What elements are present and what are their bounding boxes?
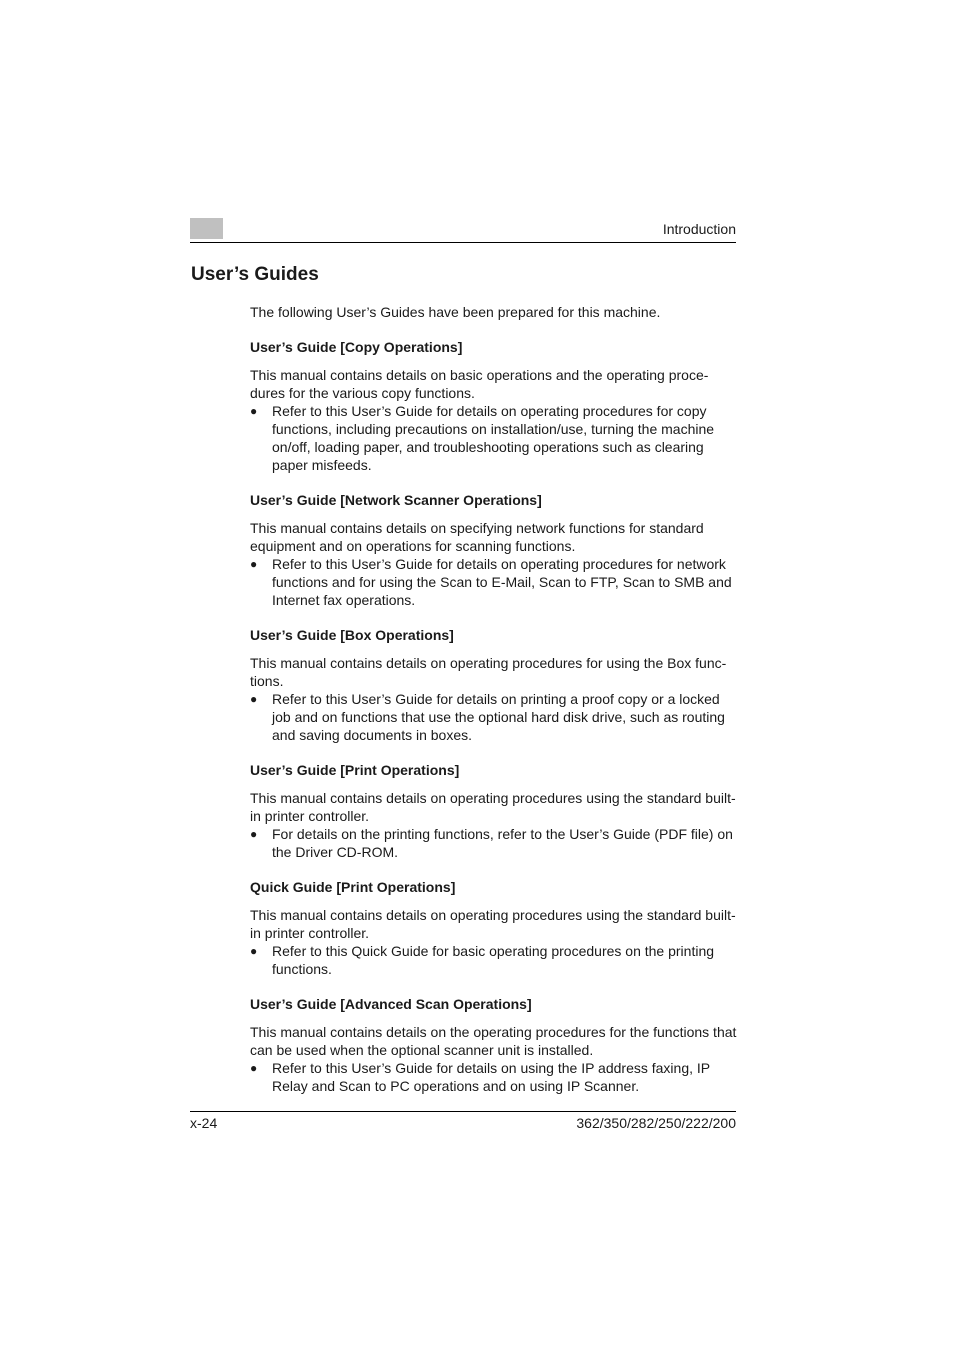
bullet-icon: ● (250, 827, 258, 841)
page-title: User’s Guides (191, 264, 319, 285)
bullet-item (250, 690, 738, 744)
bullet-item (250, 402, 738, 474)
section-print-operations (250, 761, 738, 861)
section-description: This manual contains details on operating procedures using the standard built-in printer controller. (250, 907, 736, 941)
bullet-text: Refer to this User’s Guide for details on printing a proof copy or a locked job and on functions that use the optional hard disk drive, such as routing and saving documents in boxes. (272, 691, 725, 743)
bullet-item (250, 825, 738, 861)
page-content (250, 303, 738, 1112)
section-description: This manual contains details on specifying network functions for standard equipment and on operations for scanning functions. (250, 520, 704, 554)
bullet-item (250, 555, 738, 609)
bullet-list (250, 825, 738, 861)
section-heading: User’s Guide [Box Operations] (250, 627, 454, 643)
bullet-text: Refer to this Quick Guide for basic operating procedures on the printing functions. (272, 943, 715, 977)
section-description: This manual contains details on operating procedures for using the Box func-tions. (250, 655, 727, 689)
bullet-list (250, 1059, 738, 1095)
bullet-icon: ● (250, 557, 258, 571)
section-heading: Quick Guide [Print Operations] (250, 879, 456, 895)
section-heading: User’s Guide [Advanced Scan Operations] (250, 996, 532, 1012)
page-number: x-24 (190, 1115, 218, 1131)
bullet-list (250, 402, 738, 474)
bullet-icon: ● (250, 1061, 258, 1075)
bullet-item (250, 942, 738, 978)
section-description: This manual contains details on basic operations and the operating proce-dures for the various copy functions. (250, 367, 709, 401)
section-advanced-scan-operations (250, 995, 738, 1095)
header-rule (190, 242, 736, 243)
section-quick-guide-print (250, 878, 738, 978)
section-description: This manual contains details on operating procedures using the standard built-in printer controller. (250, 790, 736, 824)
model-numbers: 362/350/282/250/222/200 (576, 1115, 736, 1131)
bullet-icon: ● (250, 692, 258, 706)
footer-rule (190, 1111, 736, 1112)
section-copy-operations (250, 338, 738, 474)
bullet-text: Refer to this User’s Guide for details on using the IP address faxing, IP Relay and Scan to PC operations and on using IP Scanner. (272, 1060, 710, 1094)
section-heading: User’s Guide [Print Operations] (250, 762, 460, 778)
section-heading: User’s Guide [Copy Operations] (250, 339, 463, 355)
bullet-text: Refer to this User’s Guide for details on operating procedures for copy functions, including precautions on installation/use, turning the machine on/off, loading paper, and troubleshooting operations such as clearing paper misfeeds. (272, 403, 715, 473)
bullet-list (250, 942, 738, 978)
bullet-icon: ● (250, 404, 258, 418)
bullet-list (250, 555, 738, 609)
section-heading: User’s Guide [Network Scanner Operations] (250, 492, 542, 508)
bullet-item (250, 1059, 738, 1095)
bullet-list (250, 690, 738, 744)
section-description: This manual contains details on the operating procedures for the functions that can be used when the optional scanner unit is installed. (250, 1024, 737, 1058)
header-tab-marker (190, 218, 223, 239)
section-network-scanner-operations (250, 491, 738, 609)
section-box-operations (250, 626, 738, 744)
bullet-text: For details on the printing functions, refer to the User’s Guide (PDF file) on the Driver CD-ROM. (272, 826, 733, 860)
running-header: Introduction (662, 221, 736, 237)
intro-paragraph: The following User’s Guides have been prepared for this machine. (250, 304, 661, 320)
bullet-text: Refer to this User’s Guide for details on operating procedures for network functions and for using the Scan to E-Mail, Scan to FTP, Scan to SMB and Internet fax operations. (272, 556, 732, 608)
bullet-icon: ● (250, 944, 258, 958)
